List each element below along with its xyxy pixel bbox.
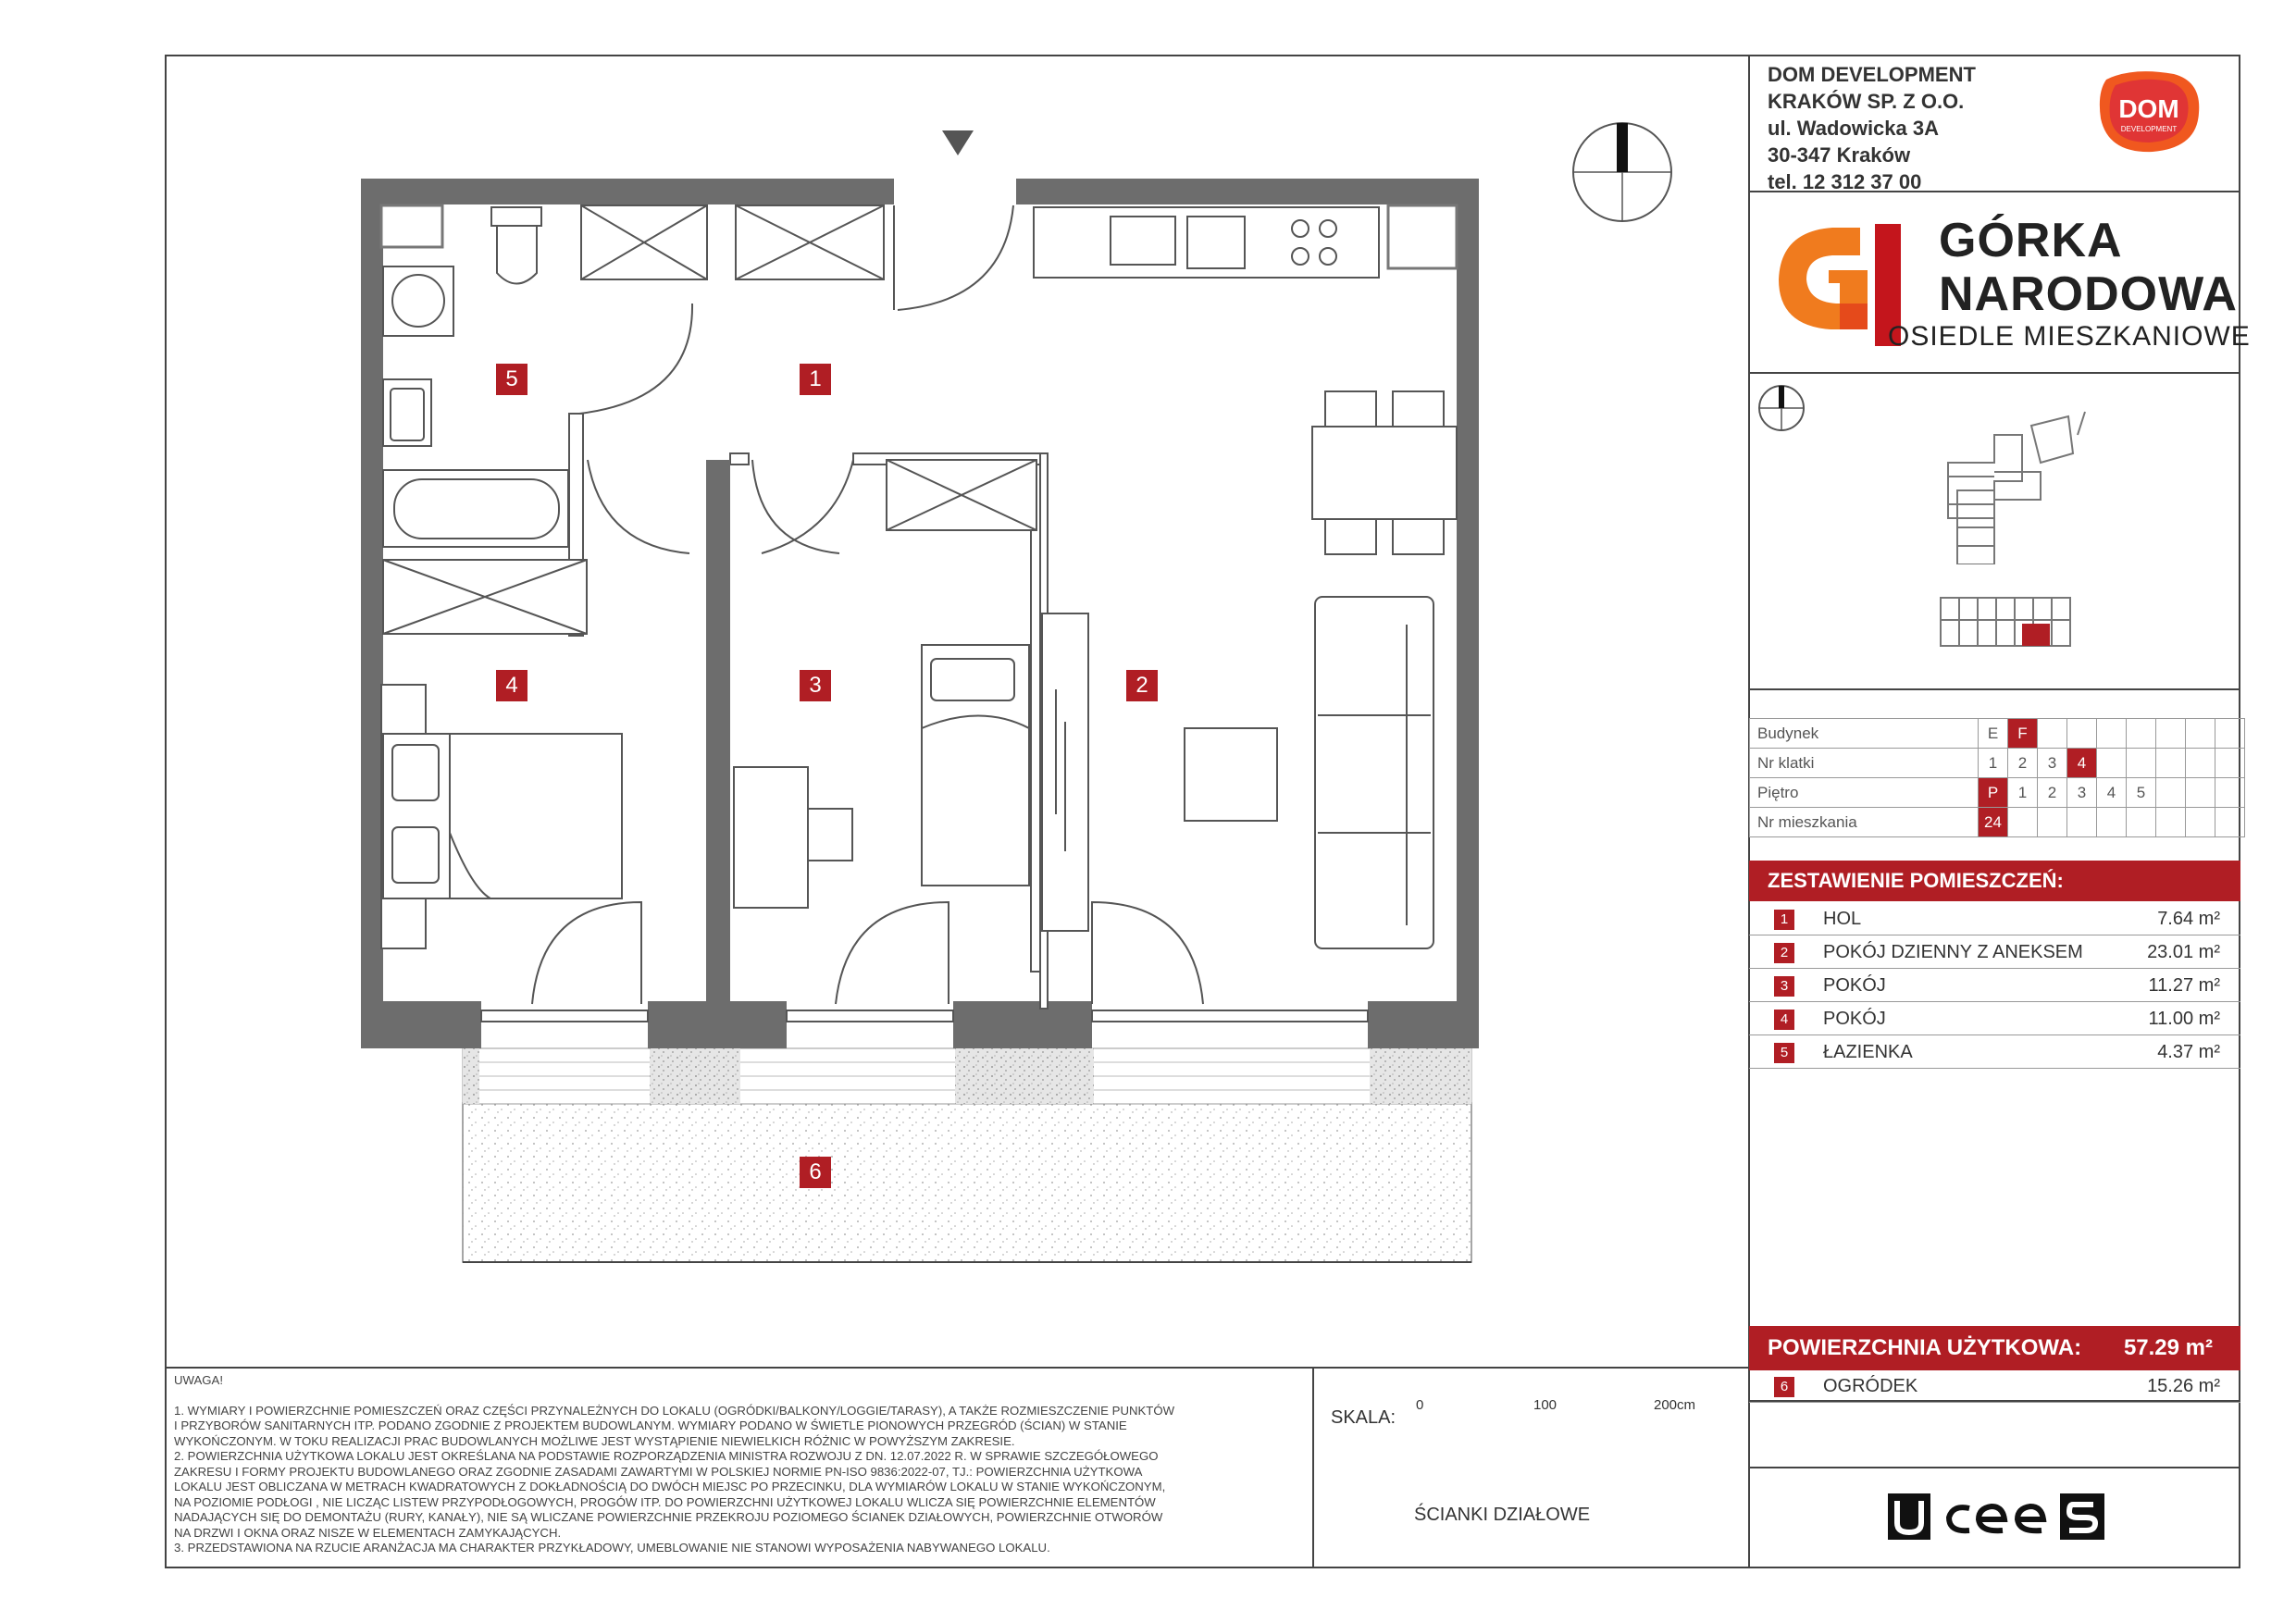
room-name: POKÓJ [1823,975,1886,996]
info-table-row [1750,749,2245,778]
room-tag-2: 2 [1126,670,1158,701]
info-cell [2156,719,2186,749]
room-area: 4.37 m² [2157,1042,2220,1062]
info-row-label: Piętro [1750,778,1979,808]
company-address-1: ul. Wadowicka 3A [1768,117,1940,140]
room-tag-6: 6 [800,1157,831,1188]
info-cell [2008,808,2038,837]
project-name-2: NARODOWA [1939,267,2238,321]
legend-label: ŚCIANKI DZIAŁOWE [1414,1505,1591,1525]
room-row [1749,969,2240,1002]
info-cell [2215,778,2245,808]
project-name-1: GÓRKA [1939,214,2123,267]
terrace [463,1048,1471,1262]
dom-development-logo [2095,67,2204,155]
kitchen-counter [1034,207,1379,278]
info-cell: 24 [1979,808,2008,837]
garden-row [1749,1369,2240,1403]
scale-label: SKALA: [1331,1407,1396,1428]
info-cell: 1 [1979,749,2008,778]
bathroom-fixtures [383,207,568,547]
room-row [1749,935,2240,969]
info-row-label: Nr mieszkania [1750,808,1979,837]
info-cell: F [2008,719,2038,749]
usable-area-bar [1749,1326,2240,1370]
info-cell [2186,808,2215,837]
info-cell [2097,808,2127,837]
info-cell: 3 [2038,749,2067,778]
compass-icon [1570,120,1674,224]
info-cell [2127,719,2156,749]
dom-logo-subtext: DEVELOPMENT [2120,125,2178,133]
info-cell: 4 [2067,749,2097,778]
dom-logo-text: DOM [2118,94,2179,123]
info-cell: 1 [2008,778,2038,808]
garden-name: OGRÓDEK [1823,1376,1918,1396]
scale-tick-100: 100 [1533,1397,1558,1413]
brand-divider [1749,1467,2240,1468]
room-number: 4 [1774,1010,1794,1030]
room-tag-1: 1 [800,364,831,395]
notes-scale-divider [1312,1367,1314,1568]
garden-area: 15.26 m² [2147,1376,2220,1396]
info-cell [2038,719,2067,749]
scale-tick-0: 0 [1416,1397,1424,1413]
company-info [1768,61,1976,195]
info-cell [2038,808,2067,837]
info-row-label: Budynek [1750,719,1979,749]
info-cell [2186,719,2215,749]
site-key-plan [1939,407,2096,564]
info-cell: P [1979,778,2008,808]
notes-line: WYKOŃCZONYM. W TOKU REALIZACJI PRAC BUDOWLANYCH MOŻLIWE JEST WYSTĄPIENIE NIEWIELKICH RÓŻNIC W POWYŻSZYM ZAKRESIE. [174,1433,1015,1448]
info-cell [2067,719,2097,749]
info-cell [2127,808,2156,837]
logo-divider [1749,372,2240,374]
notes [174,1373,1275,1556]
info-cell [2156,749,2186,778]
info-cell [2186,749,2215,778]
room-tag-5: 5 [496,364,527,395]
info-cell [2215,719,2245,749]
room-area: 7.64 m² [2157,909,2220,929]
sofa [1315,597,1433,948]
company-name-2: KRAKÓW SP. Z O.O. [1768,90,1965,113]
info-cell [2127,749,2156,778]
info-cell [2097,749,2127,778]
room-area: 11.00 m² [2148,1009,2220,1029]
room-row [1749,1035,2240,1069]
notes-line: ZAKRESU I FORMY PROJEKTU BUDOWLANEGO ORAZ ZGODNIE ZASADAMI ZAWARTYMI W POLSKIEJ NORMIE PN-ISO 9836:2022-07, TJ.: POWIERZCHNIA UŻYTKOWA [174,1464,1143,1479]
usable-area-value: 57.29 m² [2123,1335,2213,1360]
rooms-header: ZESTAWIENIE POMIESZCZEŃ: [1749,861,2240,901]
room-row [1749,1002,2240,1035]
room-number: 3 [1774,976,1794,997]
scale-tick-200: 200cm [1654,1397,1696,1413]
notes-line: NADAJĄCYCH SIĘ DO DEMONTAŻU (RURY, KANAŁY), NIE SĄ WLICZANE POWIERZCHNIE PRZEKROJU POZIOMEGO ŚCIANEK DZIAŁOWYCH, POWIERZCHNIE OTWORÓW [174,1510,1163,1524]
notes-line: LOKALU JEST OBLICZANA W METRACH KWADRATOWYCH Z DOKŁADNOŚCIĄ DO DWÓCH MIEJSC PO PRZECINKU, DLA WYMIARÓW LOKALU W STANIE WYKOŃCZONYM, [174,1480,1166,1493]
room-name: POKÓJ [1823,1009,1886,1029]
info-cell [2156,808,2186,837]
notes-line: 3. PRZEDSTAWIONA NA RZUCIE ARANŻACJA MA CHARAKTER PRZYKŁADOWY, UMEBLOWANIE NIE STANOWI WYPOSAŻENIA NABYWANEGO LOKALU. [174,1541,1050,1555]
notes-line: NA POZIOMIE PODŁOGI , NIE LICZĄC LISTEW PRZYPODŁOGOWYCH, PROGÓW ITP. DO POWIERZCHNI UŻYTKOWEJ LOKALU WLICZA SIĘ POWIERZCHNIE ELEMENTÓW [174,1494,1156,1509]
notes-line: 2. POWIERZCHNIA UŻYTKOWA LOKALU JEST OKREŚLANA NA PODSTAWIE ROZPORZĄDZENIA MINISTRA ROZWOJU Z DN. 12.07.2022 R. W SPRAWIE SZCZEGÓŁOWEGO [174,1449,1159,1463]
keyplan-compass-icon [1756,383,1806,433]
company-name-1: DOM DEVELOPMENT [1768,63,1976,86]
info-cell [2156,778,2186,808]
entrance-door [894,205,1013,310]
info-cell: 2 [2008,749,2038,778]
entrance-arrow [942,130,974,155]
notes-title: UWAGA! [174,1373,223,1387]
info-table-row [1750,719,2245,749]
info-cell: E [1979,719,2008,749]
apartment-info-table [1749,718,2245,837]
info-row-label: Nr klatki [1750,749,1979,778]
info-cell: 2 [2038,778,2067,808]
notes-line: 1. WYMIARY I POWIERZCHNIE POMIESZCZEŃ ORAZ CZĘŚCI PRZYNALEŻNYCH DO LOKALU (OGRÓDKI/BALKONY/LOGGIE/TARASY), A TAKŻE ROZMIESZCZENIE PUNKTÓW [174,1403,1175,1418]
uceeS-logo [1888,1493,2110,1545]
info-cell [2186,778,2215,808]
room-name: HOL [1823,909,1862,929]
info-cell [2067,808,2097,837]
room-row [1749,902,2240,935]
room-number: 5 [1774,1043,1794,1063]
room-number: 1 [1774,910,1794,930]
project-subtitle: OSIEDLE MIESZKANIOWE [1888,321,2251,352]
usable-area-label: POWIERZCHNIA UŻYTKOWA: [1768,1335,2082,1360]
garden-number: 6 [1774,1377,1794,1397]
notes-divider [165,1367,1749,1369]
company-phone: tel. 12 312 37 00 [1768,170,1922,193]
room-tag-4: 4 [496,670,527,701]
room-tag-3: 3 [800,670,831,701]
building-key-plan [1939,592,2078,657]
info-cell: 3 [2067,778,2097,808]
room-name: ŁAZIENKA [1823,1042,1913,1062]
room-area: 11.27 m² [2148,975,2220,996]
info-cell [2097,719,2127,749]
notes-line: NA DRZWI I OKNA ORAZ NISZE W ELEMENTACH ZAMYKAJĄCYCH. [174,1525,562,1540]
company-address-2: 30-347 Kraków [1768,143,1911,167]
room-name: POKÓJ DZIENNY Z ANEKSEM [1823,942,2083,962]
room-number: 2 [1774,943,1794,963]
info-table-row [1750,808,2245,837]
info-table-row [1750,778,2245,808]
keyplan-divider [1749,688,2240,690]
info-cell [2215,749,2245,778]
info-cell: 5 [2127,778,2156,808]
info-cell [2215,808,2245,837]
room-area: 23.01 m² [2147,942,2220,962]
dining-table [1312,391,1457,554]
info-cell: 4 [2097,778,2127,808]
coffee-table [1185,728,1277,821]
notes-line: I PRZYBORÓW SANITARNYCH ITP. PODANO ZGODNIE Z PROJEKTEM BUDOWLANYM. WYMIARY PODANO W ŚWIETLE PIONOWYCH PRZEGRÓD (ŚCIAN) W STANIE [174,1419,1127,1432]
